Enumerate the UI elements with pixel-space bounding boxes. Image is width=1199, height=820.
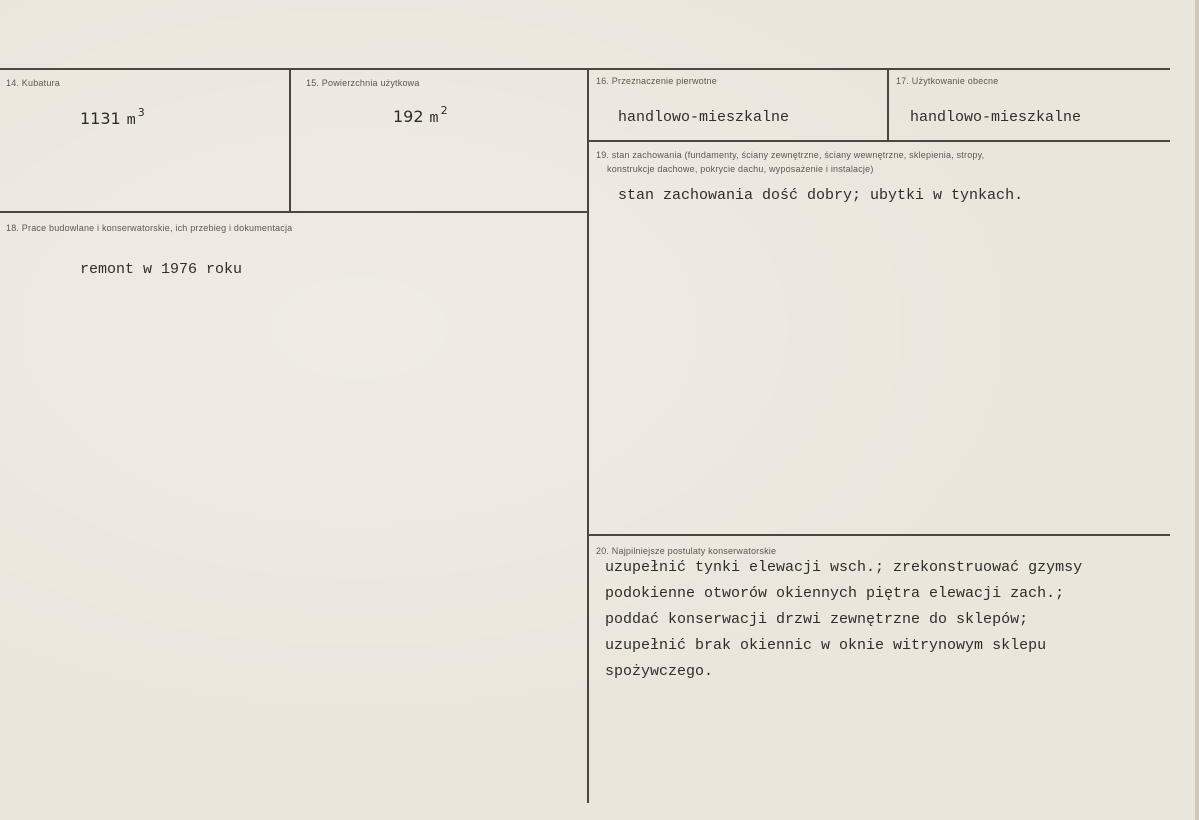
postulaty-label: 20. Najpilniejsze postulaty konserwatorskie <box>596 546 777 556</box>
kubatura-value <box>80 106 145 129</box>
powierzchnia-number: 192 <box>393 107 424 126</box>
prace-value: remont w 1976 roku <box>80 261 243 278</box>
postulaty-line: poddać konserwacji drzwi zewnętrzne do sklepów; <box>605 611 1029 628</box>
card-edge <box>1195 0 1199 820</box>
postulaty-line: uzupełnić brak okiennic w oknie witrynowym sklepu <box>605 637 1047 654</box>
prace-label: 18. Prace budowlane i konserwatorskie, ich przebieg i dokumentacja <box>6 223 293 233</box>
stan-label-line1: 19. stan zachowania (fundamenty, ściany zewnętrzne, ściany wewnętrzne, sklepienia, stropy, <box>596 150 985 160</box>
right-upper-rule <box>588 140 1170 142</box>
postulaty-text <box>605 555 1082 685</box>
kubatura-number: 1131 <box>80 109 121 128</box>
stan-value: stan zachowania dość dobry; ubytki w tynkach. <box>618 187 1024 204</box>
left-mid-rule <box>0 211 588 213</box>
uzytkowanie-label: 17. Użytkowanie obecne <box>896 76 999 86</box>
uzytkowanie-value: handlowo-mieszkalne <box>910 109 1082 126</box>
postulaty-line: podokienne otworów okiennych piętra elewacji zach.; <box>605 585 1065 602</box>
top-rule <box>0 68 1170 70</box>
divider-14-15 <box>289 68 291 212</box>
kubatura-label: 14. Kubatura <box>6 78 60 88</box>
powierzchnia-value <box>393 104 448 127</box>
postulaty-line: spożywczego. <box>605 663 714 680</box>
center-divider <box>587 68 589 803</box>
stan-label-line2: konstrukcje dachowe, pokrycie dachu, wyposażenie i instalacje) <box>607 164 874 174</box>
powierzchnia-exponent: 2 <box>440 104 448 117</box>
przeznaczenie-label: 16. Przeznaczenie pierwotne <box>596 76 717 86</box>
right-lower-rule <box>588 534 1170 536</box>
kubatura-unit: m <box>126 112 136 129</box>
kubatura-exponent: 3 <box>137 106 145 119</box>
divider-16-17 <box>887 68 889 140</box>
powierzchnia-unit: m <box>429 110 439 127</box>
powierzchnia-label: 15. Powierzchnia użytkowa <box>306 78 420 88</box>
postulaty-line: uzupełnić tynki elewacji wsch.; zrekonstruować gzymsy <box>605 559 1083 576</box>
przeznaczenie-value: handlowo-mieszkalne <box>618 109 790 126</box>
